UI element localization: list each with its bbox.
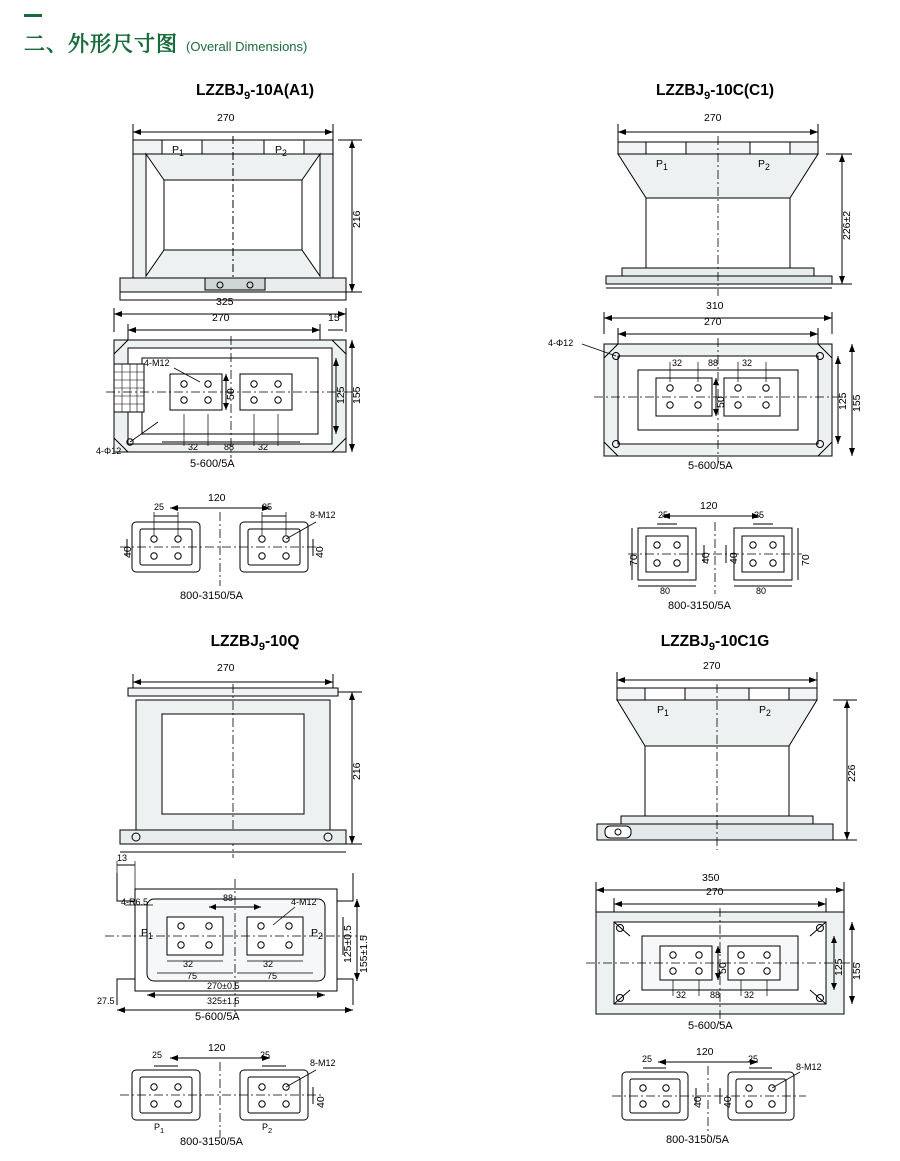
dim-32-left: 32 <box>672 358 683 368</box>
title-sub: 9 <box>258 641 265 654</box>
terminal-p2: $P_2$ <box>759 704 771 719</box>
page-title-en: (Overall Dimensions) <box>186 39 308 54</box>
dim-155-tol: 155±1.5 <box>358 935 370 973</box>
dim-40-left: 40 <box>122 546 134 558</box>
dim-270: 270 <box>212 312 230 324</box>
dim-70-left: 70 <box>628 554 640 566</box>
dim-155: 155 <box>851 394 863 412</box>
dim-270: 270 <box>217 112 235 124</box>
dim-80-left: 80 <box>660 586 671 596</box>
dim-25-right: 25 <box>754 510 765 520</box>
dim-13: 13 <box>117 853 128 863</box>
dim-27-5: 27.5 <box>97 996 115 1006</box>
dim-88: 88 <box>708 358 719 368</box>
dim-25-right: 25 <box>748 1054 759 1064</box>
terminal-p2: $P_2$ <box>275 144 287 159</box>
terminal-p1: $P_1$ <box>656 158 668 173</box>
dim-120: 120 <box>700 500 718 512</box>
figure-title-a <box>110 82 400 102</box>
terminal-p2: $P_2$ <box>311 927 323 942</box>
dim-125: 125 <box>335 386 347 404</box>
dim-40-left: 40 <box>692 1096 704 1108</box>
dim-120: 120 <box>208 1042 226 1054</box>
note-4-r65: 4-R6.5 <box>121 897 149 907</box>
note-8-m12: 8-M12 <box>310 510 336 520</box>
dim-32-right: 32 <box>744 990 755 1000</box>
caption-5-600: 5-600/5A <box>195 1011 240 1023</box>
dim-125: 125 <box>837 392 849 410</box>
dim-216: 216 <box>351 762 363 780</box>
fig-c-front-view <box>560 110 860 310</box>
dim-310: 310 <box>706 300 724 312</box>
title-sub: 9 <box>708 641 716 654</box>
caption-800-3150: 800-3150/5A <box>668 600 731 612</box>
dim-270: 270 <box>706 886 724 898</box>
dim-75-right: 75 <box>267 971 278 981</box>
fig-c-top-view <box>548 300 863 480</box>
dim-325: 325 <box>216 296 234 308</box>
note-4-phi12: 4-Φ12 <box>548 338 574 348</box>
dim-155: 155 <box>851 962 863 980</box>
dim-32-left: 32 <box>183 959 194 969</box>
title-sub: 9 <box>244 90 251 103</box>
dim-25-left: 25 <box>152 1050 163 1060</box>
note-8-m12: 8-M12 <box>796 1062 822 1072</box>
dim-270-tol: 270±0.5 <box>207 981 240 991</box>
dim-88: 88 <box>710 990 721 1000</box>
dim-50: 50 <box>715 396 727 408</box>
note-4-m12: 4-M12 <box>291 897 317 907</box>
header-accent-bar <box>24 14 42 17</box>
title-tail: -10C1G <box>715 633 770 650</box>
fig-c-detail-view <box>600 494 850 614</box>
title-main: LZZBJ <box>655 82 705 99</box>
figure-title-c <box>570 82 860 102</box>
terminal-p1: $P_1$ <box>141 927 153 942</box>
dim-270: 270 <box>704 316 722 328</box>
dim-270: 270 <box>217 662 235 674</box>
note-8-m12: 8-M12 <box>310 1058 336 1068</box>
figure-title-c1g <box>570 633 860 653</box>
fig-a-detail-view <box>110 490 360 610</box>
dim-15: 15 <box>328 312 340 324</box>
terminal-p1: $P_1$ <box>657 704 669 719</box>
terminal-p1: $P_1$ <box>154 1122 165 1135</box>
dim-350: 350 <box>702 872 720 884</box>
figure-title-q <box>110 633 400 653</box>
fig-c1g-detail-view <box>600 1040 850 1155</box>
dim-40: 40 <box>315 1096 327 1108</box>
dim-125-tol: 125±0.5 <box>342 925 354 963</box>
dim-40-left: 40 <box>700 552 712 564</box>
dim-226: 226 <box>846 764 858 782</box>
caption-5-600: 5-600/5A <box>190 458 235 470</box>
fig-a-top-view <box>96 296 380 476</box>
dim-50: 50 <box>225 388 237 400</box>
fig-q-top-view <box>95 855 385 1045</box>
dim-155: 155 <box>351 386 363 404</box>
title-tail: -10A(A1) <box>250 82 315 99</box>
dim-88: 88 <box>223 893 234 903</box>
caption-800-3150: 800-3150/5A <box>180 590 243 602</box>
dim-50: 50 <box>717 962 729 974</box>
terminal-p2: $P_2$ <box>262 1122 273 1135</box>
fig-c1g-front-view <box>575 660 865 860</box>
dim-120: 120 <box>696 1046 714 1058</box>
dim-32-right: 32 <box>742 358 753 368</box>
dim-32-left: 32 <box>676 990 687 1000</box>
dim-25-left: 25 <box>658 510 669 520</box>
terminal-p1: $P_1$ <box>172 144 184 159</box>
dim-120: 120 <box>208 492 226 504</box>
title-main: LZZBJ <box>660 633 709 650</box>
title-tail: -10Q <box>264 633 300 650</box>
dim-80-right: 80 <box>756 586 767 596</box>
fig-q-detail-view <box>110 1040 360 1155</box>
dim-25-left: 25 <box>154 502 165 512</box>
dim-216: 216 <box>351 210 363 228</box>
caption-5-600: 5-600/5A <box>688 1020 733 1032</box>
dim-75-left: 75 <box>187 971 198 981</box>
fig-c1g-top-view <box>570 868 870 1043</box>
note-4-m12: 4-M12 <box>144 358 170 368</box>
page-title-cn: 二、外形尺寸图 <box>24 33 178 56</box>
caption-800-3150: 800-3150/5A <box>180 1136 243 1148</box>
dim-226: 226±2 <box>841 210 853 240</box>
title-main: LZZBJ <box>195 82 245 99</box>
caption-5-600: 5-600/5A <box>688 460 733 472</box>
dim-88: 88 <box>224 442 235 452</box>
caption-800-3150: 800-3150/5A <box>666 1134 729 1146</box>
dim-32-right: 32 <box>263 959 274 969</box>
page-header <box>24 28 307 58</box>
dim-270: 270 <box>703 660 721 672</box>
terminal-p2: $P_2$ <box>758 158 770 173</box>
dim-325-tol: 325±1.5 <box>207 996 240 1006</box>
dim-125: 125 <box>833 958 845 976</box>
dim-40-right: 40 <box>722 1096 734 1108</box>
dim-32-right: 32 <box>258 442 269 452</box>
dim-25-right: 25 <box>262 502 273 512</box>
title-main: LZZBJ <box>210 633 259 650</box>
dim-40-right: 40 <box>728 552 740 564</box>
dim-270: 270 <box>704 112 722 124</box>
dim-25-right: 25 <box>260 1050 271 1060</box>
title-tail: -10C(C1) <box>710 82 775 99</box>
dim-32-left: 32 <box>188 442 199 452</box>
dim-25-left: 25 <box>642 1054 653 1064</box>
title-sub: 9 <box>704 90 711 103</box>
note-4-phi12: 4-Φ12 <box>96 446 122 456</box>
fig-a-front-view <box>100 110 380 310</box>
dim-70-right: 70 <box>800 554 812 566</box>
dim-40-right: 40 <box>314 546 326 558</box>
fig-q-front-view <box>100 662 380 862</box>
